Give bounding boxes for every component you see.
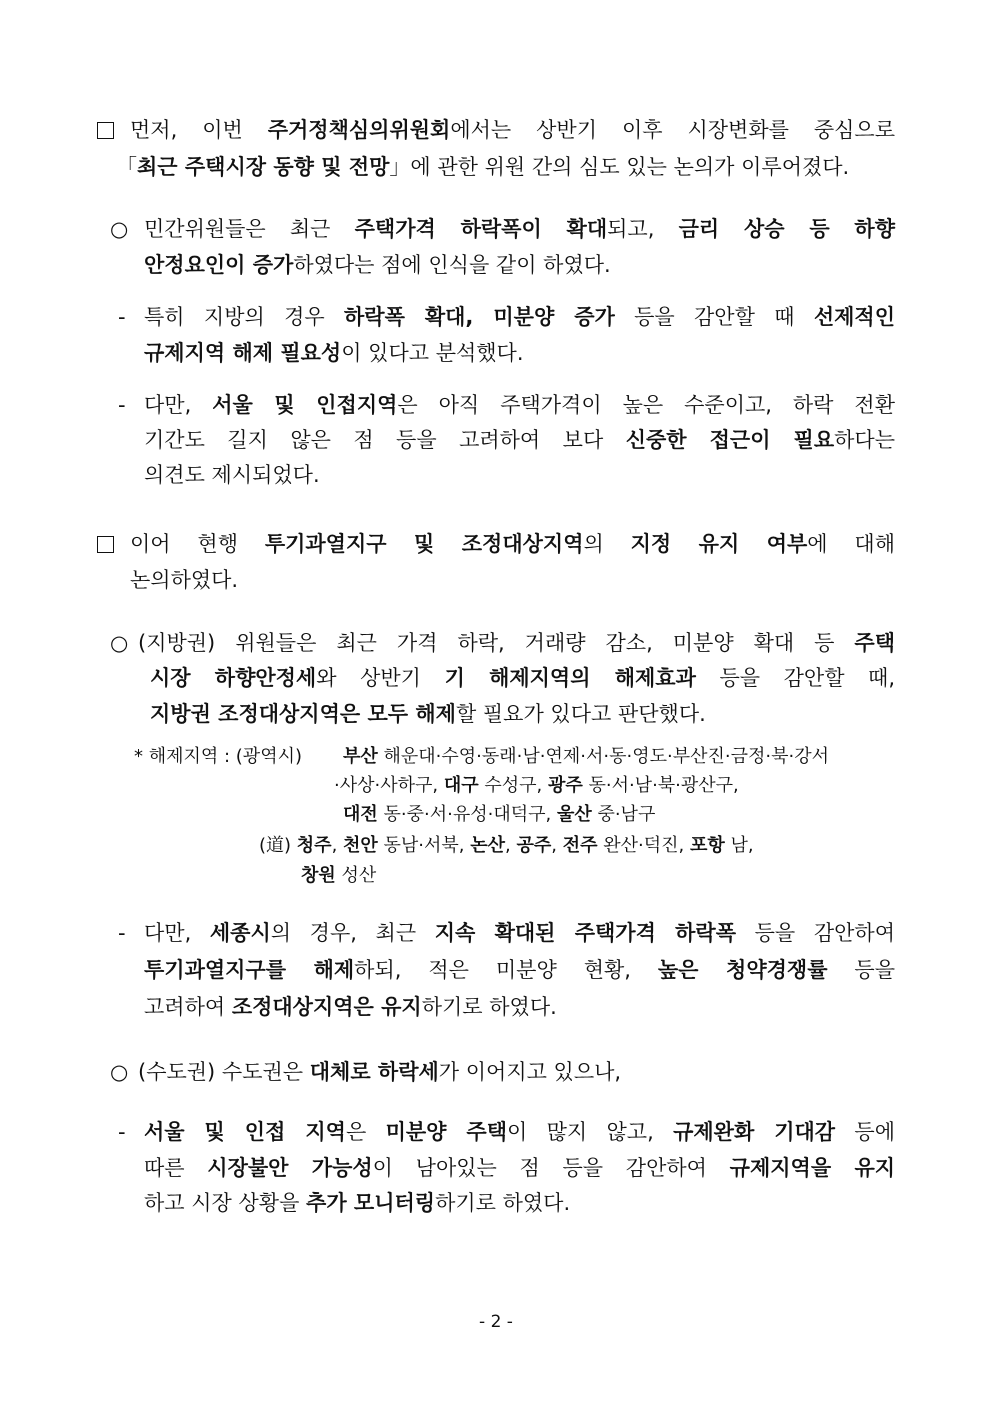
- note-line5: 창원 성산: [301, 865, 377, 886]
- note-label: * 해제지역 : (광역시): [134, 746, 302, 767]
- s2-dash1-line2: 투기과열지구를 해제하되, 적은 미분양 현황, 높은 청약경쟁률 등을: [144, 958, 896, 982]
- page-number: - 2 -: [479, 1312, 513, 1332]
- s1-bullet1-line1: 민간위원들은 최근 주택가격 하락폭이 확대되고, 금리 상승 등 하향: [144, 217, 895, 241]
- section2-line1: 이어 현행 투기과열지구 및 조정대상지역의 지정 유지 여부에 대해: [130, 532, 895, 556]
- s2-bullet2-line1: (수도권) 수도권은 대체로 하락세가 이어지고 있으나,: [138, 1060, 622, 1084]
- s1-dash2-line3: 의견도 제시되었다.: [144, 463, 320, 487]
- s2-bullet1-line1: (지방권) 위원들은 최근 가격 하락, 거래량 감소, 미분양 확대 등 주택: [138, 631, 895, 655]
- square-bullet-icon: [97, 116, 114, 146]
- s2-bullet1-line3: 지방권 조정대상지역은 모두 해제할 필요가 있다고 판단했다.: [150, 702, 706, 726]
- section1-line1: 먼저, 이번 주거정책심의위원회에서는 상반기 이후 시장변화를 중심으로: [130, 118, 895, 142]
- note-line4: (道) 청주, 천안 동남·서북, 논산, 공주, 전주 완산·덕진, 포항 남,: [259, 835, 754, 856]
- note-line1: 부산 해운대·수영·동래·남·연제·서·동·영도·부산진·금정·북·강서: [343, 746, 829, 767]
- circle-bullet-icon: ○: [110, 217, 129, 241]
- square-bullet-icon: [97, 530, 114, 560]
- s2-bullet1-line2: 시장 하향안정세와 상반기 기 해제지역의 해제효과 등을 감안할 때,: [150, 666, 896, 690]
- section1-line2: 「최근 주택시장 동향 및 전망」에 관한 위원 간의 심도 있는 논의가 이루어졌다.: [116, 155, 850, 179]
- s1-bullet1-line2: 안정요인이 증가하였다는 점에 인식을 같이 하였다.: [144, 253, 611, 277]
- s1-dash2-line2: 기간도 길지 않은 점 등을 고려하여 보다 신중한 접근이 필요하다는: [144, 428, 895, 452]
- circle-bullet-icon: ○: [110, 631, 129, 655]
- s2-dash1-line1: 다만, 세종시의 경우, 최근 지속 확대된 주택가격 하락폭 등을 감안하여: [144, 921, 895, 945]
- dash-bullet-icon: -: [118, 393, 126, 417]
- dash-bullet-icon: -: [118, 1120, 126, 1144]
- s1-dash1-line1: 특히 지방의 경우 하락폭 확대, 미분양 증가 등을 감안할 때 선제적인: [144, 305, 895, 329]
- note-line2: ·사상·사하구, 대구 수성구, 광주 동·서·남·북·광산구,: [334, 775, 739, 796]
- s2-dash2-line2: 따른 시장불안 가능성이 남아있는 점 등을 감안하여 규제지역을 유지: [144, 1156, 896, 1180]
- s2-dash2-line1: 서울 및 인접 지역은 미분양 주택이 많지 않고, 규제완화 기대감 등에: [144, 1120, 896, 1144]
- s1-dash1-line2: 규제지역 해제 필요성이 있다고 분석했다.: [144, 341, 524, 365]
- dash-bullet-icon: -: [118, 921, 126, 945]
- dash-bullet-icon: -: [118, 305, 126, 329]
- s2-dash2-line3: 하고 시장 상황을 추가 모니터링하기로 하였다.: [144, 1191, 571, 1215]
- s2-dash1-line3: 고려하여 조정대상지역은 유지하기로 하였다.: [144, 995, 557, 1019]
- note-line3: 대전 동·중·서·유성·대덕구, 울산 중·남구: [343, 804, 656, 825]
- section2-line2: 논의하였다.: [130, 568, 239, 592]
- s1-dash2-line1: 다만, 서울 및 인접지역은 아직 주택가격이 높은 수준이고, 하락 전환: [144, 393, 896, 417]
- circle-bullet-icon: ○: [110, 1060, 129, 1084]
